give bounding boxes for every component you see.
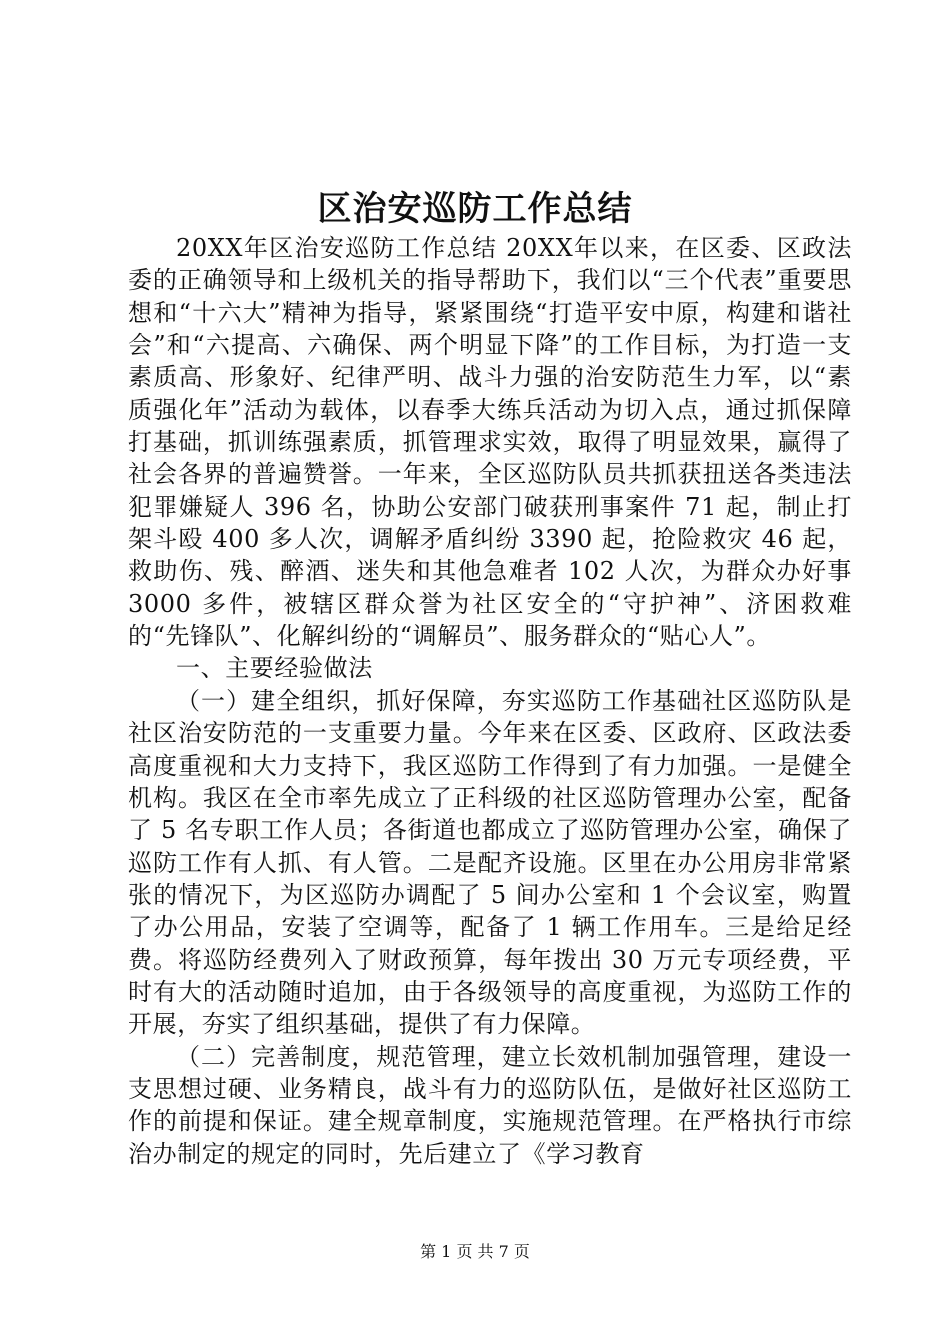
document-title: 区治安巡防工作总结 xyxy=(317,189,633,229)
document-body xyxy=(128,232,852,1170)
section-heading-main-experience: 一、主要经验做法 xyxy=(176,654,373,683)
paragraph-system: （二）完善制度，规范管理，建立长效机制加强管理，建设一支思想过硬、业务精良，战斗有力的巡防队伍，是做好社区巡防工作的前提和保证。建全规章制度，实施规范管理。在严格执行市综治办制定的规定的同时，先后建立了《学习教育 xyxy=(128,1042,852,1168)
paragraph-intro: 20XX年区治安巡防工作总结 20XX年以来，在区委、区政法委的正确领导和上级机关的指导帮助下，我们以“三个代表”重要思想和“十六大”精神为指导，紧紧围绕“打造平安中原，构建和谐社会”和“六提高、六确保、两个明显下降”的工作目标，为打造一支素质高、形象好、纪律严明、战斗力强的治安防范生力军，以“素质强化年”活动为载体，以春季大练兵活动为切入点，通过抓保障打基础，抓训练强素质，抓管理求实效，取得了明显效果，赢得了社会各界的普遍赞誉。一年来，全区巡防队员共抓获扭送各类违法犯罪嫌疑人 396 名，协助公安部门破获刑事案件 71 起，制止打架斗殴 400 多人次，调解矛盾纠纷 3390 起，抢险救灾 46 起，救助伤、残、醉酒、迷失和其他急难者 102 人次，为群众办好事 3000 多件，被辖区群众誉为社区安全的“守护神”、济困救难的“先锋队”、化解纠纷的“调解员”、服务群众的“贴心人”。 xyxy=(128,234,852,651)
page-footer: 第 1 页 共 7 页 xyxy=(420,1242,530,1261)
paragraph-organization: （一）建全组织，抓好保障，夯实巡防工作基础社区巡防队是社区治安防范的一支重要力量。今年来在区委、区政府、区政法委高度重视和大力支持下，我区巡防工作得到了有力加强。一是健全机构。我区在全市率先成立了正科级的社区巡防管理办公室，配备了 5 名专职工作人员；各街道也都成立了巡防管理办公室，确保了巡防工作有人抓、有人管。二是配齐设施。区里在办公用房非常紧张的情况下，为区巡防办调配了 5 间办公室和 1 个会议室，购置了办公用品，安装了空调等，配备了 1 辆工作用车。三是给足经费。将巡防经费列入了财政预算，每年拨出 30 万元专项经费，平时有大的活动随时追加，由于各级领导的高度重视，为巡防工作的开展，夯实了组织基础，提供了有力保障。 xyxy=(128,686,852,1039)
